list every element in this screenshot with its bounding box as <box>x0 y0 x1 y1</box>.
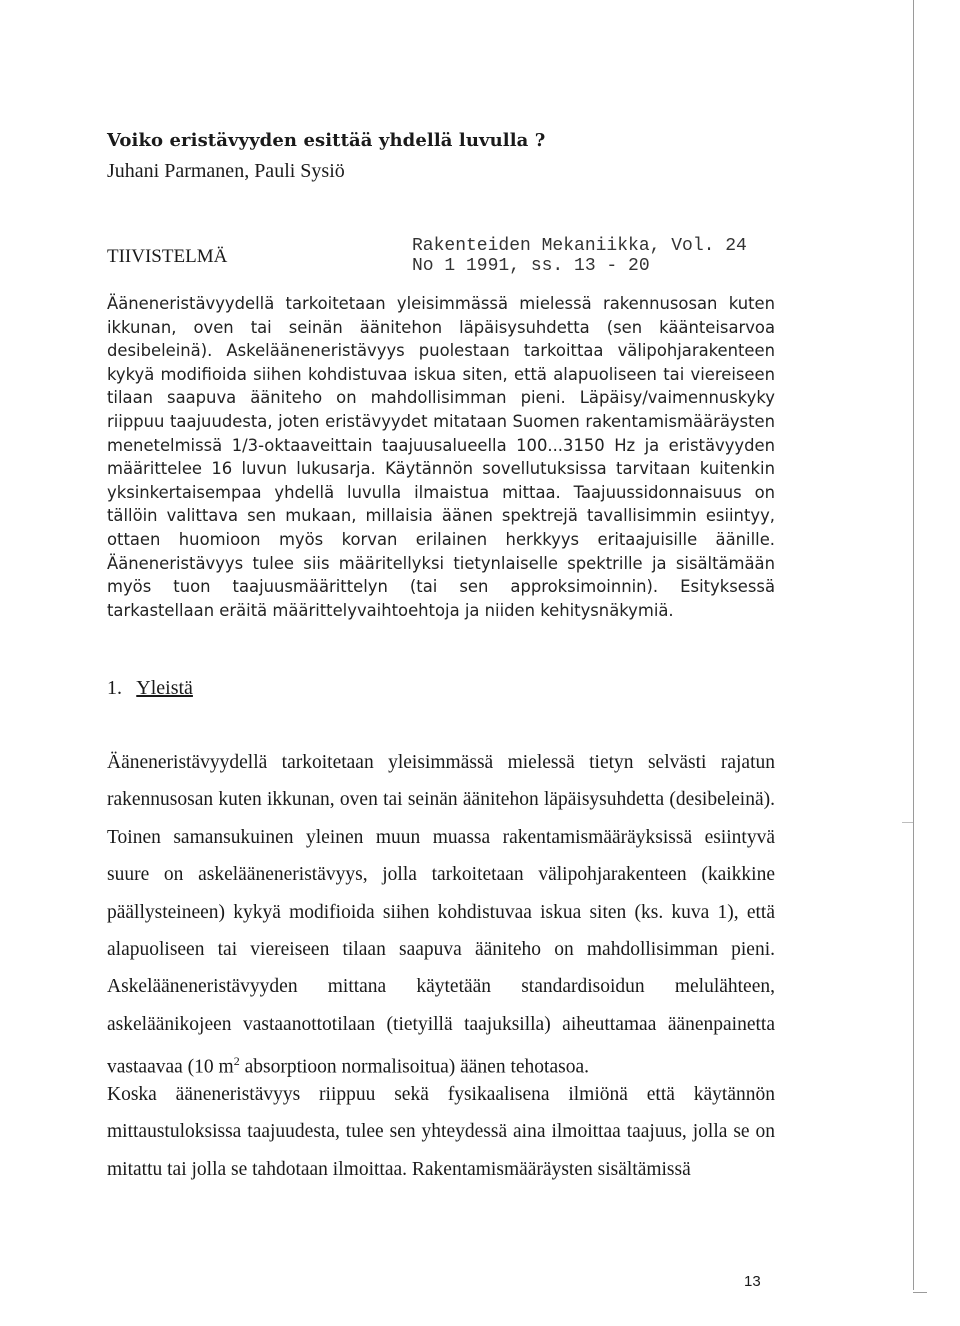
scan-edge-tick <box>913 1292 927 1293</box>
journal-line-volume: Rakenteiden Mekaniikka, Vol. 24 <box>412 236 747 256</box>
section-heading <box>107 677 193 700</box>
section-title: Yleistä <box>136 677 193 699</box>
abstract-text: Ääneneristävyydellä tarkoitetaan yleisimmässä mielessä rakennusosan kuten ikkunan, oven tai seinän äänitehon läpäisysuhdetta (sen käänteisarvoa desibeleinä). Askelääneneristävyys puolestaan tarkoittaa välipohjarakenteen kykyä modifioida siihen kohdistuvaa iskua siten, että alapuoliseen tai viereiseen tilaan saapuva ääniteho on mahdollisimman pieni. Läpäisy/vaimennuskyky riippuu taajuudesta, joten eristävyydet mitataan Suomen rakentamismääräysten menetelmissä 1/3-oktaaveittain taajuusalueella 100...3150 Hz ja eristävyyden määrittelee 16 luvun lukusarja. Käytännön sovellutuksissa tarvitaan kuitenkin yksinkertaisempaa yhdellä luvulla ilmaistua mittaa. Taajuussidonnaisuus on tällöin valittava sen mukaan, millaisia äänen spektrejä tavallisimmin esiintyy, ottaen huomioon myös korvan erilainen herkkyys eritaajuisille äänille. Ääneneristävyys tulee siis määritellyksi tietynlaiselle spektrille ja sisältämään myös tuon taajuusmäärittelyn (tai sen approksimoinnin). Esityksessä tarkastellaan eräitä määrittelyvaihtoehtoja ja niiden kehitysnäkymiä. <box>107 294 775 620</box>
superscript-exponent: 2 <box>233 1054 240 1069</box>
body-paragraph-1 <box>107 744 775 1086</box>
paper-title: Voiko eristävyyden esittää yhdellä luvulla ? <box>107 130 546 151</box>
paragraph-1-text-end: absorptioon normalisoitua) äänen tehotasoa. <box>239 1056 589 1078</box>
journal-reference <box>412 236 747 276</box>
paragraph-1-text: Ääneneristävyydellä tarkoitetaan yleisimmässä mielessä tietyn selvästi rajatun rakennusosan kuten ikkunan, oven tai seinän äänitehon läpäisysuhdetta (desibeleinä). Toinen samansukuinen yleinen muun muassa rakentamismääräyksissä esiintyvä suure on askelääneneristävyys, jolla tarkoitetaan välipohjarakenteen (kaikkine päällysteineen) kykyä modifioida siihen kohdistuvaa iskua siten (ks. kuva 1), että alapuoliseen tai viereiseen tilaan saapuva ääniteho on mahdollisimman pieni. Askelääneneristävyyden mittana käytetään standardisoidun melulähteen, askeläänikojeen vastaanottotilaan (tietyillä taajuksilla) aiheuttamaa äänenpainetta vastaavaa (10 m <box>107 752 775 1078</box>
scan-margin-mark <box>902 822 913 823</box>
journal-line-issue: No 1 1991, ss. 13 - 20 <box>412 256 650 276</box>
scan-edge-line <box>913 0 914 1290</box>
page-number: 13 <box>744 1273 761 1290</box>
body-paragraph-2: Koska ääneneristävyys riippuu sekä fysikaalisena ilmiönä että käytännön mittaustuloksissa taajuudesta, tulee sen yhteydessä aina ilmoittaa taajuus, jolla se on mitattu tai jolla se tahdotaan ilmoittaa. Rakentamismääräysten sisältämissä <box>107 1084 775 1180</box>
paper-authors: Juhani Parmanen, Pauli Sysiö <box>107 160 345 182</box>
section-number: 1. <box>107 677 122 699</box>
abstract-heading: TIIVISTELMÄ <box>107 246 228 267</box>
